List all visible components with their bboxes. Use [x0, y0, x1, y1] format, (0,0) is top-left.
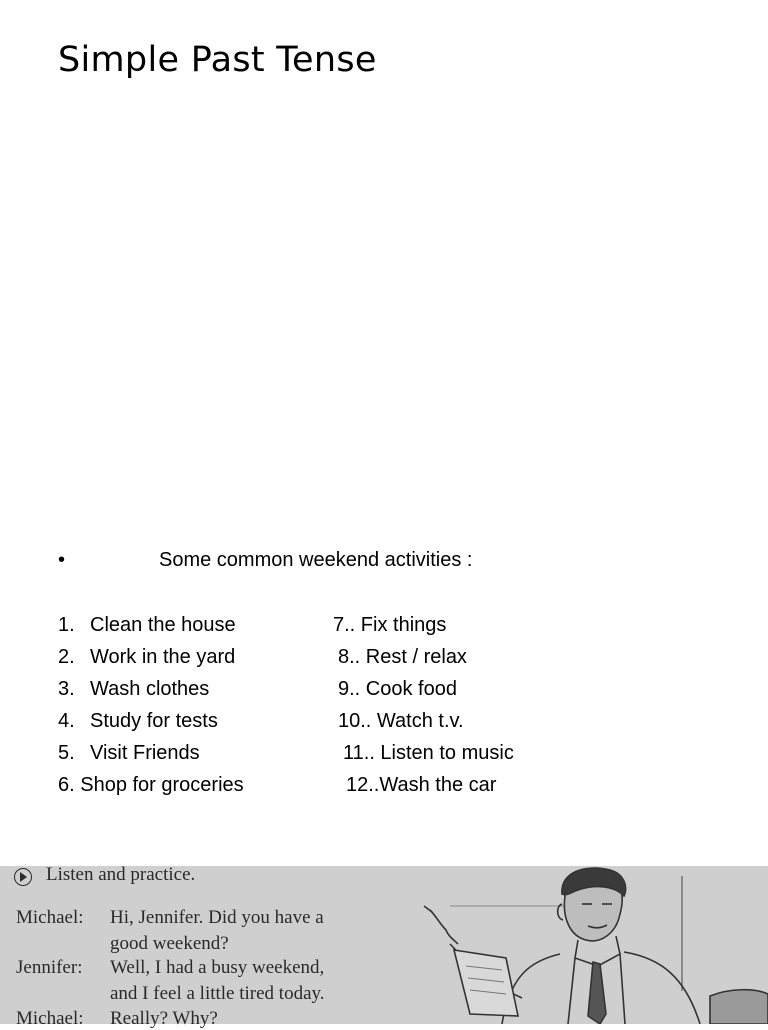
- list-item-number: 3.: [58, 678, 75, 700]
- scan-line: Really? Why?: [110, 1008, 218, 1029]
- scan-speaker: Jennifer:: [16, 957, 83, 978]
- list-item: [58, 678, 210, 701]
- list-item: 8.. Rest / relax: [338, 646, 467, 668]
- list-item-number: 4.: [58, 710, 75, 732]
- list-item-label: Clean the house: [90, 614, 236, 636]
- man-holding-paper-illustration: [410, 866, 768, 1024]
- scan-line: Hi, Jennifer. Did you have a: [110, 907, 324, 928]
- page-title: Simple Past Tense: [58, 40, 377, 80]
- list-item: 9.. Cook food: [338, 678, 457, 700]
- list-item: [58, 646, 236, 669]
- list-item: 12..Wash the car: [346, 774, 497, 796]
- list-item-number: 1.: [58, 614, 75, 636]
- list-item: [58, 742, 200, 765]
- scan-line: and I feel a little tired today.: [110, 983, 325, 1004]
- list-item-label: 6. Shop for groceries: [58, 774, 244, 796]
- list-item: [58, 710, 218, 733]
- list-item: 11.. Listen to music: [343, 742, 514, 764]
- list-item-label: Wash clothes: [90, 678, 210, 700]
- list-item-label: Work in the yard: [90, 646, 236, 668]
- list-item-number: 2.: [58, 646, 75, 668]
- scan-instruction: Listen and practice.: [46, 864, 196, 885]
- scan-line: good weekend?: [110, 933, 229, 954]
- audio-play-icon: [14, 868, 32, 886]
- list-item: 7.. Fix things: [333, 614, 447, 636]
- list-item-number: 5.: [58, 742, 75, 764]
- list-item: [58, 614, 236, 637]
- bullet-text: Some common weekend activities :: [159, 549, 473, 571]
- list-item-label: Visit Friends: [90, 742, 200, 764]
- scan-speaker: Michael:: [16, 1008, 84, 1029]
- list-item: [58, 774, 244, 797]
- scan-speaker: Michael:: [16, 907, 84, 928]
- bullet-symbol: •: [58, 549, 66, 571]
- list-item-label: Study for tests: [90, 710, 218, 732]
- list-item: 10.. Watch t.v.: [338, 710, 464, 732]
- scan-line: Well, I had a busy weekend,: [110, 957, 325, 978]
